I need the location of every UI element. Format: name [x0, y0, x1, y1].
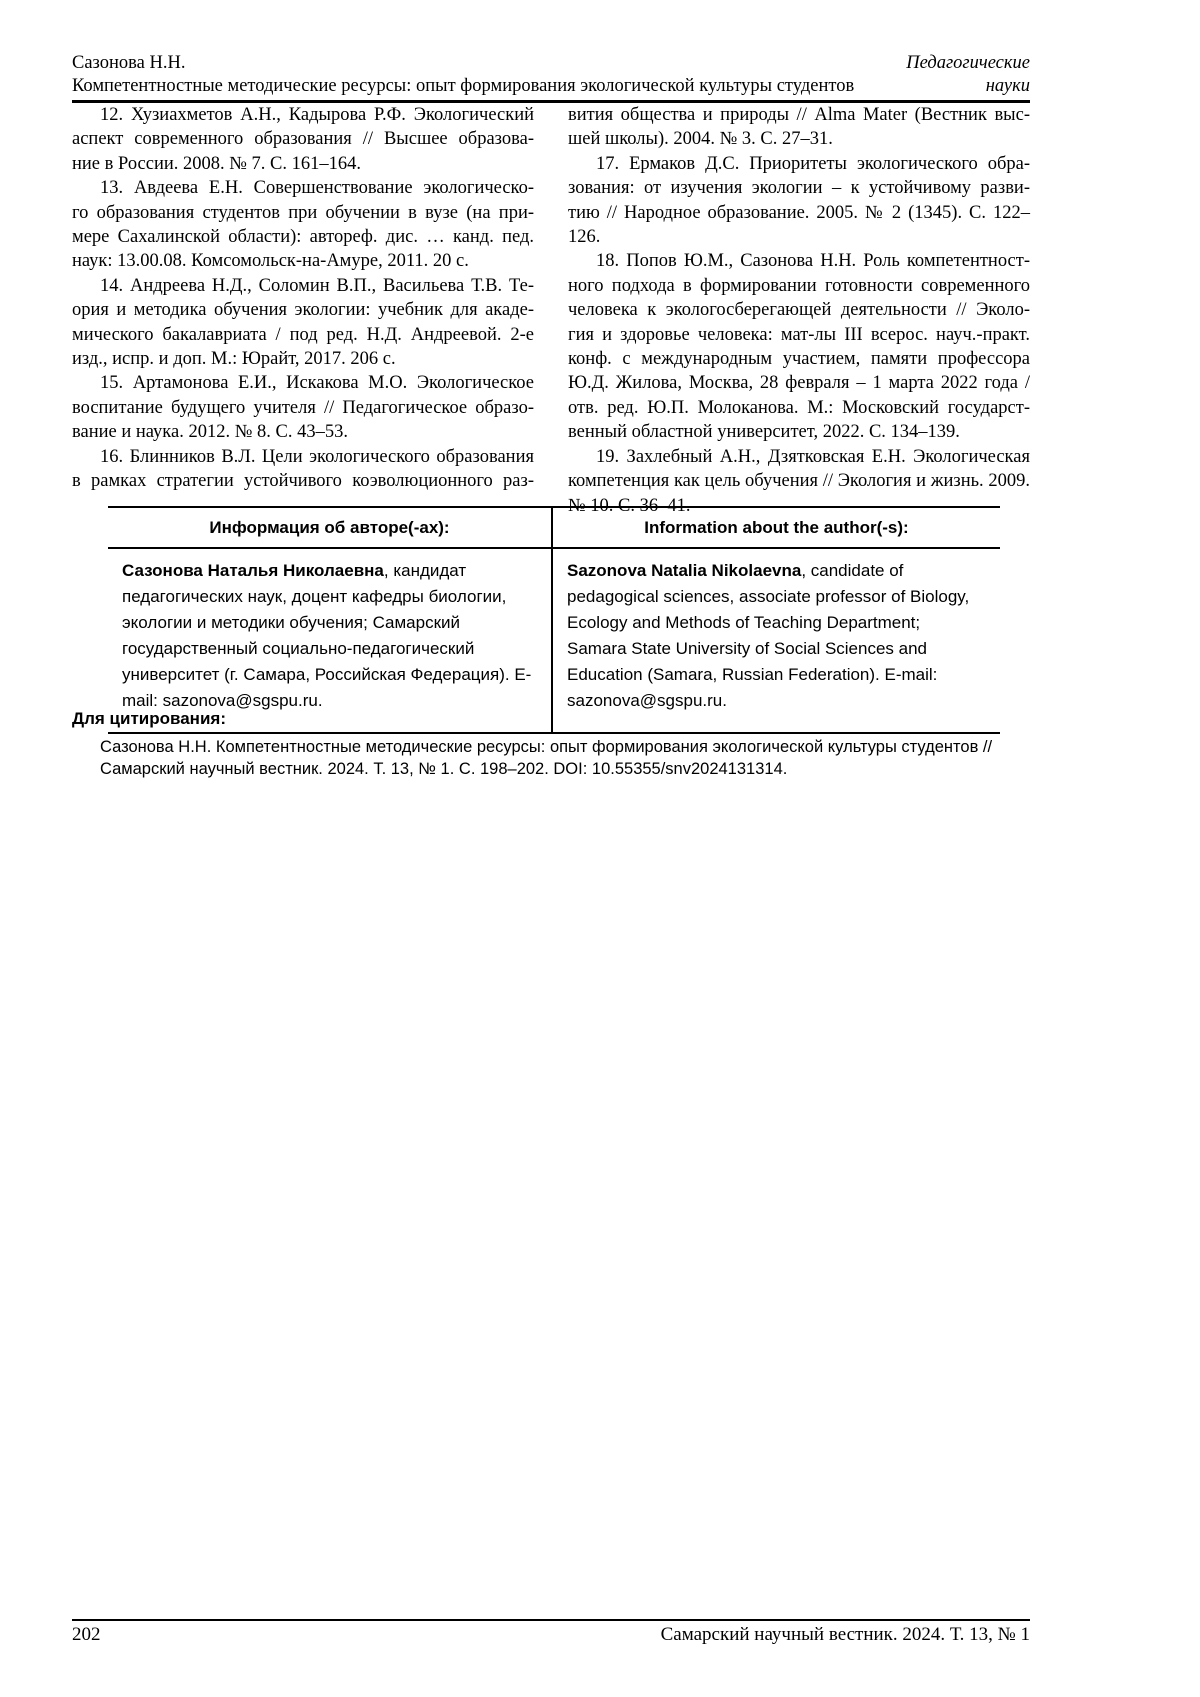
reference-line: отв. ред. Ю.П. Молоканова. М.: Московский государст-: [568, 397, 1030, 418]
reference-line: мического бакалавриата / под ред. Н.Д. Андреевой. 2-е: [72, 324, 534, 345]
running-head-section-line2: науки: [985, 76, 1030, 96]
reference-line: Ю.Д. Жилова, Москва, 28 февраля – 1 марта 2022 года /: [568, 373, 1030, 394]
reference-line: изд., испр. и доп. М.: Юрайт, 2017. 206 с.: [72, 349, 396, 370]
author-info-en: [553, 549, 1000, 732]
page-number: 202: [72, 1624, 101, 1645]
reference-line: гия и здоровье человека: мат-лы III всерос. науч.-практ.: [568, 324, 1030, 345]
running-head-author: Сазонова Н.Н.: [72, 53, 186, 73]
references-right-column: [568, 103, 1030, 518]
running-head: [72, 52, 1030, 103]
author-info-ru: [108, 549, 553, 732]
table-header-ru: Информация об авторе(-ах):: [108, 508, 553, 549]
page-footer: [72, 1619, 1030, 1646]
reference-line: компетенция как цель обучения // Экология и жизнь. 2009.: [568, 471, 1030, 492]
citation-block: [72, 708, 1002, 780]
reference-line: венный областной университет, 2022. С. 134–139.: [568, 422, 960, 443]
reference-line: 19. Захлебный А.Н., Дзятковская Е.Н. Экологическая: [596, 446, 1030, 467]
reference-line: мере Сахалинской области): автореф. дис. … канд. пед.: [72, 227, 534, 248]
reference-line: воспитание будущего учителя // Педагогическое образо-: [72, 397, 534, 418]
reference-line: наук: 13.00.08. Комсомольск-на-Амуре, 2011. 20 с.: [72, 251, 469, 272]
reference-line: аспект современного образования // Высшее образова-: [72, 129, 534, 150]
citation-label: Для цитирования:: [72, 709, 226, 728]
author-info-table: [108, 506, 1000, 734]
reference-line: тию // Народное образование. 2005. № 2 (1345). С. 122–126.: [568, 202, 1030, 248]
reference-line: вития общества и природы // Alma Mater (Вестник выс-: [568, 105, 1030, 125]
reference-line: ние в России. 2008. № 7. С. 161–164.: [72, 153, 361, 174]
journal-footer: Самарский научный вестник. 2024. Т. 13, № 1: [660, 1624, 1030, 1645]
running-head-section-line1: Педагогические: [906, 53, 1030, 73]
running-head-title: Компетентностные методические ресурсы: опыт формирования экологической культуры студентов: [72, 76, 855, 96]
reference-line: вание и наука. 2012. № 8. С. 43–53.: [72, 422, 348, 443]
author-name-en: Sazonova Natalia Nikolaevna: [567, 561, 802, 580]
reference-line: ного подхода в формировании готовности современного: [568, 275, 1030, 296]
reference-line: 14. Андреева Н.Д., Соломин В.П., Васильева Т.В. Те-: [100, 275, 534, 296]
reference-line: 18. Попов Ю.М., Сазонова Н.Н. Роль компетентност-: [596, 251, 1030, 272]
reference-line: 17. Ермаков Д.С. Приоритеты экологического обра-: [596, 153, 1030, 174]
references-block: [72, 103, 1030, 518]
reference-line: человека к экологосберегающей деятельности // Эколо-: [568, 300, 1030, 321]
author-name-ru: Сазонова Наталья Николаевна: [122, 561, 384, 580]
citation-text: Сазонова Н.Н. Компетентностные методические ресурсы: опыт формирования экологической культуры студентов // Самарский научный вестник. 2024. Т. 13, № 1. С. 198–202. DOI: 10.55355/snv2024131314.: [100, 738, 993, 778]
reference-line: 16. Блинников В.Л. Цели экологического образования: [100, 446, 534, 467]
reference-line: 12. Хузиахметов А.Н., Кадырова Р.Ф. Экологический: [100, 105, 534, 125]
references-left-column: [72, 103, 534, 518]
reference-line: зования: от изучения экологии – к устойчивому разви-: [568, 178, 1030, 199]
reference-line: 13. Авдеева Е.Н. Совершенствование экологическо-: [100, 178, 534, 199]
reference-line: шей школы). 2004. № 3. С. 27–31.: [568, 129, 833, 150]
reference-line: 15. Артамонова Е.И., Искакова М.О. Экологическое: [100, 373, 534, 394]
reference-line: в рамках стратегии устойчивого коэволюционного раз-: [72, 471, 534, 492]
reference-line: № 10. С. 36–41.: [568, 495, 691, 516]
reference-line: ория и методика обучения экологии: учебник для акаде-: [72, 300, 534, 321]
table-header-en: Information about the author(-s):: [553, 508, 1000, 549]
reference-line: конф. с международным участием, памяти профессора: [568, 349, 1030, 370]
author-details-en: , candidate of pedagogical sciences, associate professor of Biology, Ecology and Methods of Teaching Department; Samara State University of Social Sciences and Education (Samara, Russian Federation). E-mail: sazonova@sgspu.ru.: [567, 561, 970, 710]
author-details-ru: , кандидат педагогических наук, доцент кафедры биологии, экологии и методики обучения; Самарский государственный социально-педагогический университет (г. Самара, Российская Федерация). E-mail: sazonova@sgspu.ru.: [122, 561, 532, 710]
reference-line: го образования студентов при обучении в вузе (на при-: [72, 202, 534, 223]
